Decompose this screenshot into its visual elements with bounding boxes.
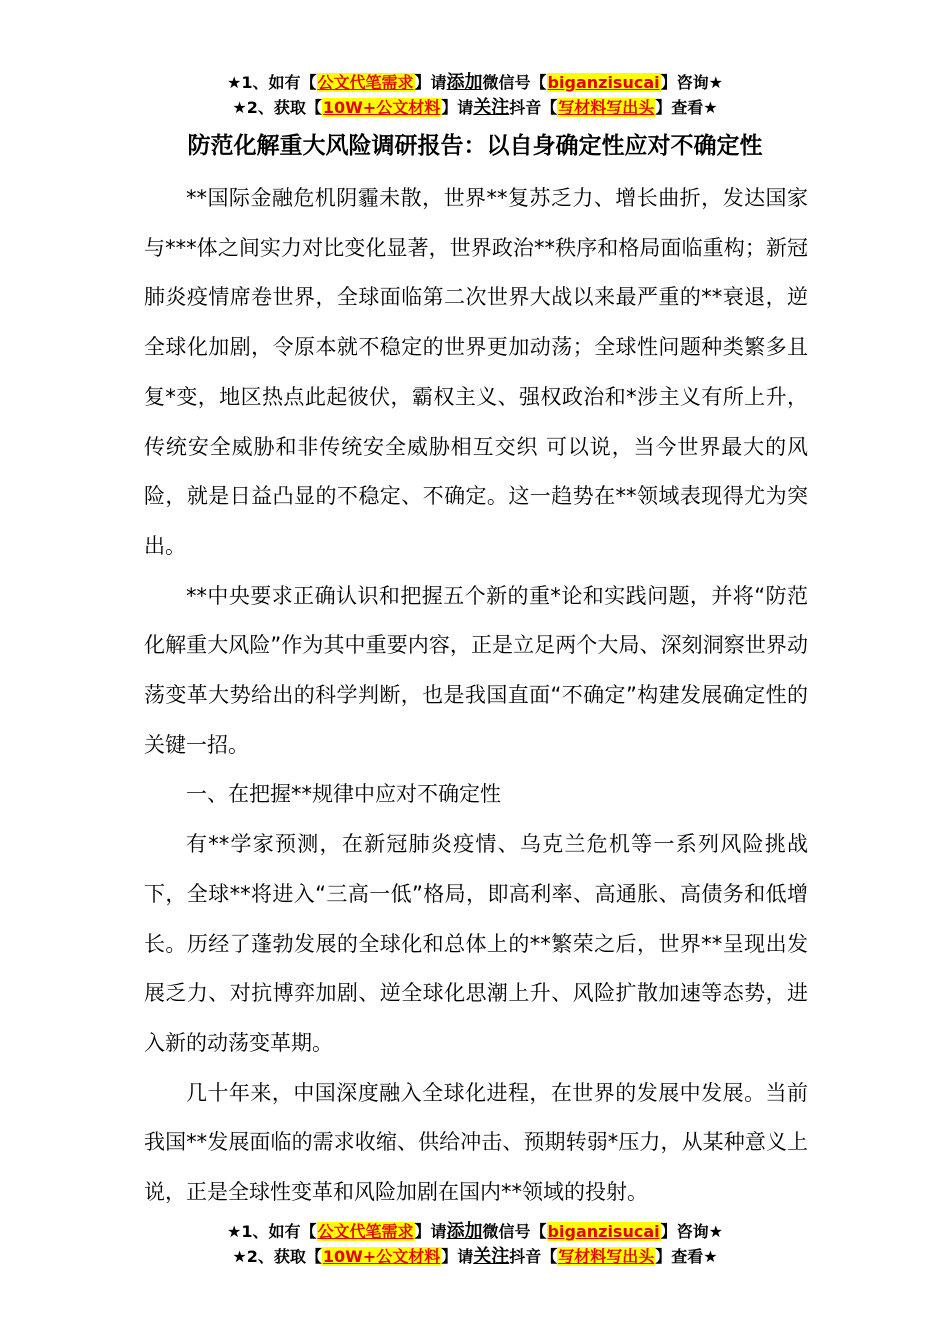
highlight-wechat-id: biganzisucai (547, 1222, 660, 1241)
highlight-wechat-id: biganzisucai (547, 73, 660, 92)
highlight-service: 公文代笔需求 (317, 1222, 414, 1241)
highlight-materials: 10W+公文材料 (322, 98, 441, 117)
highlight-douyin-account: 写材料写出头 (558, 98, 655, 117)
document-body (144, 174, 808, 1218)
promo-line-2: ★2、获取【10W+公文材料】请关注抖音【写材料写出头】查看★ (232, 97, 718, 118)
promo-banner-bottom (0, 1219, 950, 1269)
paragraph: **国际金融危机阴霾未散，世界**复苏乏力、增长曲折，发达国家与***体之间实力对比变化显著，世界政治**秩序和格局面临重构；新冠肺炎疫情席卷世界，全球面临第二次世界大战以来最严重的**衰退，逆全球化加剧，令原本就不稳定的世界更加动荡；全球性问题种类繁多且复*变，地区热点此起彼伏，霸权主义、强权政治和*涉主义有所上升，传统安全威胁和非传统安全威胁相互交织 可以说，当今世界最大的风险，就是日益凸显的不稳定、不确定。这一趋势在**领域表现得尤为突出。 (144, 186, 808, 558)
promo-banner-top (0, 70, 950, 120)
highlight-service: 公文代笔需求 (317, 73, 414, 92)
section-heading: 一、在把握**规律中应对不确定性 (186, 782, 501, 807)
promo-line-1: ★1、如有【公文代笔需求】请添加微信号【biganzisucai】咨询★ (227, 72, 723, 93)
paragraph: **中央要求正确认识和把握五个新的重*论和实践问题，并将“防范化解重大风险”作为其中重要内容，正是立足两个大局、深刻洞察世界动荡变革大势给出的科学判断，也是我国直面“不确定”构建发展确定性的关键一招。 (144, 583, 808, 757)
promo-line-1: ★1、如有【公文代笔需求】请添加微信号【biganzisucai】咨询★ (227, 1221, 723, 1242)
paragraph: 有**学家预测，在新冠肺炎疫情、乌克兰危机等一系列风险挑战下，全球**将进入“三高一低”格局，即高利率、高通胀、高债务和低增长。历经了蓬勃发展的全球化和总体上的**繁荣之后，世界**呈现出发展乏力、对抗博弈加剧、逆全球化思潮上升、风险扩散加速等态势，进入新的动荡变革期。 (144, 832, 808, 1055)
paragraph: 几十年来，中国深度融入全球化进程，在世界的发展中发展。当前我国**发展面临的需求收缩、供给冲击、预期转弱*压力，从某种意义上说，正是全球性变革和风险加剧在国内**领域的投射。 (144, 1080, 808, 1205)
highlight-materials: 10W+公文材料 (322, 1247, 441, 1266)
highlight-douyin-account: 写材料写出头 (558, 1247, 655, 1266)
promo-line-2: ★2、获取【10W+公文材料】请关注抖音【写材料写出头】查看★ (232, 1246, 718, 1267)
document-title: 防范化解重大风险调研报告：以自身确定性应对不确定性 (187, 133, 763, 159)
